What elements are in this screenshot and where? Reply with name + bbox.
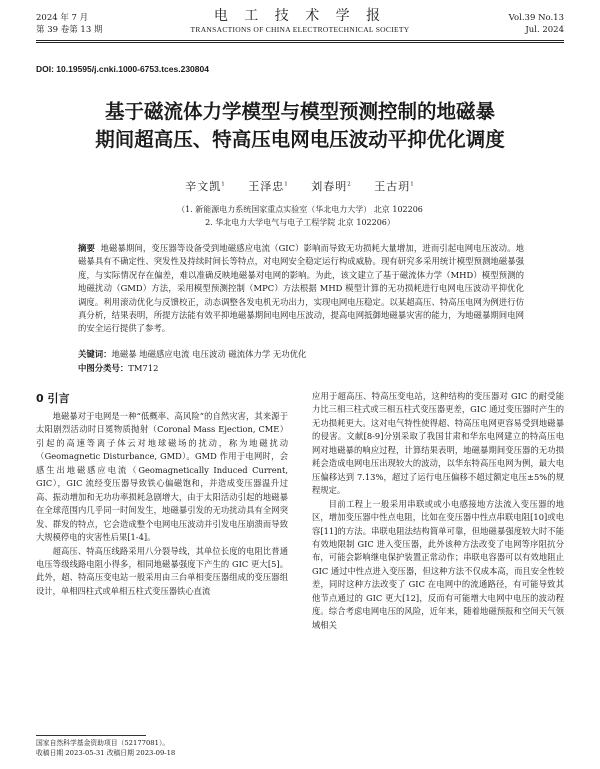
author-list <box>36 178 564 194</box>
header-volume-number: Vol.39 No.13 <box>508 13 564 23</box>
header-volume-cn: 第 39 卷第 13 期 <box>36 25 103 35</box>
author-name: 辛文凯 <box>185 180 222 193</box>
keywords <box>78 348 524 361</box>
paragraph: 超高压、特高压线路采用八分裂导线，其单位长度的电阻比普通电压等级线路电阻小得多，相同地磁暴强度下产生的 GIC 更大[5]。此外，超、特高压变电站一般采用由三台单相变压器组成的变压器组设计，单相四柱式或单相五柱式变压器铁心直流 <box>36 545 288 596</box>
author-name: 刘春明 <box>311 180 348 193</box>
affiliation-2: 2. 华北电力大学电气与电子工程学院 北京 102206） <box>205 218 395 227</box>
header-volume-info <box>509 12 564 36</box>
clc-label: 中图分类号： <box>78 363 129 373</box>
paper-title-line-1: 基于磁流体力学模型与模型预测控制的地磁暴 <box>104 100 495 123</box>
clc-value: TM712 <box>128 363 159 373</box>
author-name: 王泽忠 <box>248 180 285 193</box>
received-date: 收稿日期 2023-05-31 改稿日期 2023-09-18 <box>36 749 176 757</box>
author-affil-mark: 1 <box>221 181 226 188</box>
clc-number <box>78 362 158 375</box>
body-column-right <box>312 390 564 762</box>
header-rule-bottom <box>36 42 564 43</box>
author-name: 王古玥 <box>374 180 411 193</box>
paper-title-line-2: 期间超高压、特高压电网电压波动平抑优化调度 <box>95 128 505 151</box>
header-rule-top <box>36 40 564 41</box>
body-column-left <box>36 410 288 732</box>
affiliation-1: （1. 新能源电力系统国家重点实验室（华北电力大学） 北京 102206 <box>177 205 423 214</box>
abstract <box>78 242 524 336</box>
header-date: 2024 年 7 月 <box>36 13 89 23</box>
author-affil-mark: 1 <box>410 181 415 188</box>
footnote <box>36 738 288 758</box>
funding-note: 国家自然科学基金资助项目（52177081）。 <box>36 739 170 747</box>
author-affil-mark: 2 <box>347 181 352 188</box>
paper-title <box>36 98 564 154</box>
journal-title-en: TRANSACTIONS OF CHINA ELECTROTECHNICAL SOCIETY <box>190 25 410 34</box>
paragraph: 应用于超高压、特高压变电站，这种结构的变压器对 GIC 的耐受能力比三相三柱式或三相五柱式变压器更差，GIC 通过变压器时产生的无功损耗更大。这对电气特性使得超、特高压电网更容易受到地磁暴的侵害。文献[8-9]分别采取了我国甘肃和华东电网建立的特高压电网对地磁暴的响应过程，计算结果表明，地磁暴期间变压器的无功损耗会造成电网电压出现较大的波动，以华东特高压电网为例，最大电压偏移达到 7.13%，超过了运行电压偏移不超过额定电压±5%的规程规定。 <box>312 391 564 496</box>
paragraph: 地磁暴对于电网是一种“低概率、高风险”的自然灾害，其来源于太阳剧烈活动时日冕物质抛射（Coronal Mass Ejection, CME）引起的高速等离子体云对地球磁场的扰动，称为地磁扰动（Geomagnetic Disturbance, GMD）。GMD 作用于电网时，会感生出地磁感应电流（Geomagnetically Induced Current, GIC），GIC 流经变压器导致铁心偏磁饱和，并造成变压器温升过高、振动增加和无功功率损耗急剧增大，由于太阳活动引起的地磁暴在全球范围内几乎同一时间发生，地磁暴引发的无功扰动具有全网突发、群发的特点，它会造成整个电网电压波动并引发电压崩溃而导致大规模停电的灾害性后果[1-4]。 <box>36 411 288 543</box>
doi[interactable]: DOI: 10.19595/j.cnki.1000-6753.tces.230804 <box>36 64 209 74</box>
section-heading-introduction: 0 引言 <box>36 392 70 405</box>
footnote-rule <box>36 735 146 736</box>
header-issue-date <box>36 12 102 36</box>
author-affil-mark: 1 <box>284 181 289 188</box>
abstract-text: 地磁暴期间，变压器等设备受到地磁感应电流（GIC）影响而导致无功损耗大量增加，进而引起电网电压波动。地磁暴具有不确定性、突发性及持续时间长等特点，对电网安全稳定运行构成威胁。现有研究多采用统计模型预测地磁暴强度，与实际情况存在偏差，难以准确反映地磁暴对电网的影响。为此，该文建立了基于磁流体力学（MHD）模型预测的地磁扰动（GMD）方法，采用模型预测控制（MPC）方法根据 MHD 模型计算的无功损耗进行电网电压波动平抑优化调度。利用滚动优化与反馈校正，动态调整各发电机无功出力，实现电网电压稳定。以某超高压、特高压电网为例进行仿真分析，结果表明，所提方法能有效平抑地磁暴期间电网电压波动，提高电网抵御地磁暴灾害的能力，为地磁暴期间电网的安全运行提供了参考。 <box>78 243 525 334</box>
header-month-year: Jul. 2024 <box>525 25 564 35</box>
journal-title-cn: 电 工 技 术 学 报 <box>213 8 387 24</box>
keywords-label: 关键词： <box>78 349 112 359</box>
abstract-label: 摘要 <box>78 243 95 253</box>
journal-masthead <box>150 8 450 35</box>
paragraph: 目前工程上一般采用串联或或小电感接地方法流入变压器的地区，增加变压器中性点电阻，比如在变压器中性点串联电阻[10]或电容[11]的方法。串联电阻法结构简单可靠，但地磁暴强度较大时不能有效地限制 GIC 进入变压器，此外该种方法改变了电网等序阻抗分布，可能会影响继电保护装置正常动作；串联电容器可以有效地阻止 GIC 通过中性点进入变压器，但这种方法不仅成本高，而且安全性较差，同时这种方法改变了 GIC 在电网中的流通路径，有可能导致其他节点通过的 GIC 更大[12]，反而有可能增大电网中电压的波动程度。综合考虑电网电压的风险，近年来，随着地磁预报和空间天气领域相关 <box>312 498 564 630</box>
keywords-text: 地磁暴 地磁感应电流 电压波动 磁流体力学 无功优化 <box>111 349 307 359</box>
